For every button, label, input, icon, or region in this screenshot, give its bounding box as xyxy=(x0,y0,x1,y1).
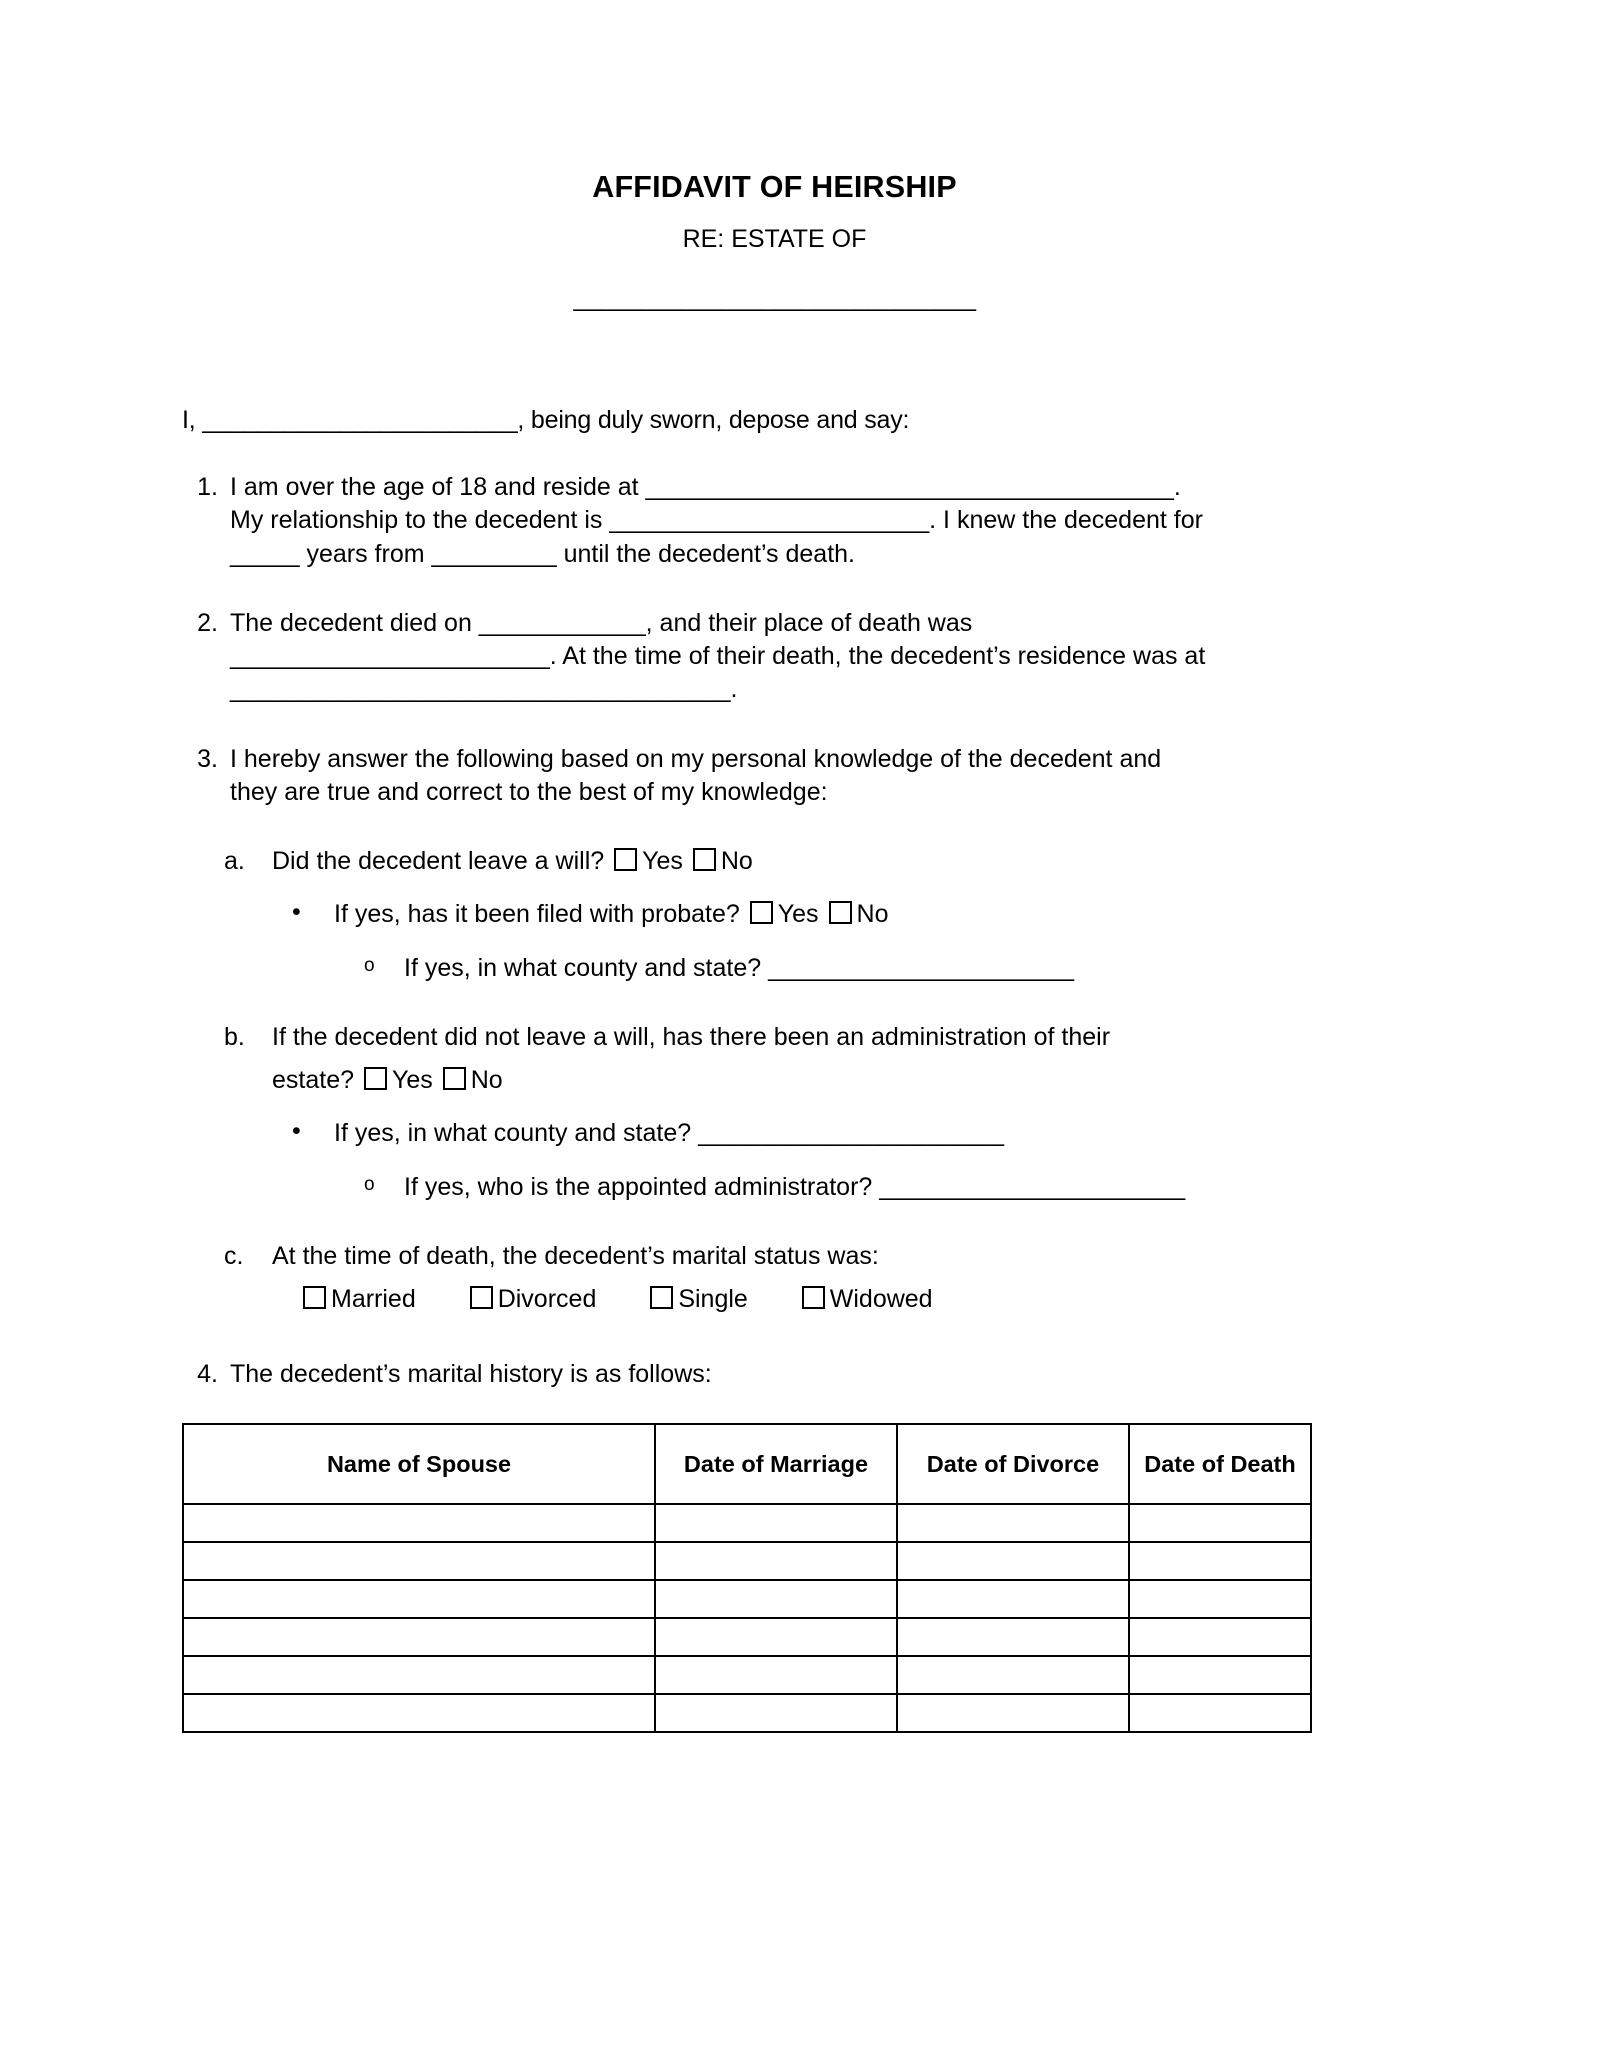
table-row xyxy=(183,1656,1311,1694)
married-checkbox[interactable] xyxy=(303,1286,326,1309)
question-b xyxy=(182,1021,1367,1098)
administration-county-state-field[interactable]: If yes, in what county and state? ______________________ xyxy=(334,1119,1004,1148)
probate-yes-checkbox[interactable] xyxy=(750,901,773,924)
marital-history-table xyxy=(182,1423,1312,1733)
question-b-line-1: If the decedent did not leave a will, has there been an administration of their xyxy=(272,1022,1111,1051)
divorced-label: Divorced xyxy=(497,1285,597,1313)
item-4-marker: 4. xyxy=(197,1360,218,1388)
document-subtitle: RE: ESTATE OF xyxy=(682,225,867,253)
item-1-marker: 1. xyxy=(197,473,218,501)
question-b-bullet xyxy=(182,1117,1367,1150)
cell-date-of-marriage[interactable] xyxy=(655,1504,897,1542)
widowed-checkbox[interactable] xyxy=(802,1286,825,1309)
administration-no-label: No xyxy=(470,1066,503,1094)
question-a-text: Did the decedent leave a will? xyxy=(272,847,605,875)
item-2-line-2[interactable]: _______________________. At the time of their death, the decedent’s residence was at xyxy=(230,642,1206,670)
married-label: Married xyxy=(331,1285,416,1313)
question-a-subbullet xyxy=(182,952,1367,985)
item-4-line-1: The decedent’s marital history is as follows: xyxy=(230,1360,712,1388)
question-c-text: At the time of death, the decedent’s marital status was: xyxy=(272,1241,879,1270)
question-a-marker: a. xyxy=(224,847,245,875)
numbered-list xyxy=(182,471,1367,809)
column-header-date-of-death: Date of Death xyxy=(1129,1424,1311,1504)
cell-date-of-death[interactable] xyxy=(1129,1580,1311,1618)
cell-date-of-divorce[interactable] xyxy=(897,1618,1129,1656)
cell-date-of-marriage[interactable] xyxy=(655,1694,897,1732)
item-2-line-1[interactable]: The decedent died on ____________, and their place of death was xyxy=(230,608,973,637)
marital-status-widowed[interactable] xyxy=(799,1285,933,1314)
list-item-3 xyxy=(182,743,1367,810)
question-c xyxy=(182,1240,1367,1273)
single-label: Single xyxy=(678,1285,748,1313)
marital-status-married[interactable] xyxy=(300,1285,416,1314)
cell-date-of-marriage[interactable] xyxy=(655,1542,897,1580)
bullet-icon: • xyxy=(292,1117,301,1146)
single-checkbox[interactable] xyxy=(650,1286,673,1309)
question-a-bullet xyxy=(182,898,1367,931)
sworn-statement[interactable]: I, _______________________, being duly sworn, depose and say: xyxy=(182,406,910,434)
item-1-line-3[interactable]: _____ years from _________ until the decedent’s death. xyxy=(230,539,855,568)
document-body xyxy=(182,170,1367,1733)
divorced-checkbox[interactable] xyxy=(470,1286,493,1309)
list-item-4 xyxy=(182,1358,1367,1391)
cell-date-of-divorce[interactable] xyxy=(897,1694,1129,1732)
column-header-name-of-spouse: Name of Spouse xyxy=(183,1424,655,1504)
cell-date-of-death[interactable] xyxy=(1129,1618,1311,1656)
question-b-line-2-prefix: estate? xyxy=(272,1066,355,1094)
administration-no-checkbox[interactable] xyxy=(443,1067,466,1090)
table-row xyxy=(183,1504,1311,1542)
table-row xyxy=(183,1542,1311,1580)
question-c-marker: c. xyxy=(224,1241,244,1270)
estate-name-blank[interactable]: ______________________________ xyxy=(573,284,976,312)
cell-date-of-divorce[interactable] xyxy=(897,1656,1129,1694)
item-1-line-2[interactable]: My relationship to the decedent is _______________________. I knew the decedent for xyxy=(230,506,1203,535)
widowed-label: Widowed xyxy=(829,1285,933,1313)
cell-date-of-marriage[interactable] xyxy=(655,1580,897,1618)
list-item-2 xyxy=(182,607,1367,707)
circle-bullet-icon: o xyxy=(364,954,375,976)
cell-name-of-spouse[interactable] xyxy=(183,1542,655,1580)
appointed-administrator-field[interactable]: If yes, who is the appointed administrator? ______________________ xyxy=(404,1172,1186,1201)
item-1-line-1[interactable]: I am over the age of 18 and reside at ______________________________________. xyxy=(230,473,1181,501)
probate-county-state-field[interactable]: If yes, in what county and state? ______________________ xyxy=(404,953,1074,982)
question-a-no-checkbox[interactable] xyxy=(693,848,716,871)
cell-name-of-spouse[interactable] xyxy=(183,1656,655,1694)
cell-date-of-divorce[interactable] xyxy=(897,1504,1129,1542)
administration-yes-label: Yes xyxy=(391,1066,433,1094)
marital-status-divorced[interactable] xyxy=(467,1285,597,1314)
probate-yes-label: Yes xyxy=(777,900,819,929)
question-a-no-label: No xyxy=(720,847,753,875)
item-3-line-1: I hereby answer the following based on my personal knowledge of the decedent and xyxy=(230,744,1162,773)
administration-yes-checkbox[interactable] xyxy=(364,1067,387,1090)
cell-date-of-divorce[interactable] xyxy=(897,1542,1129,1580)
column-header-date-of-divorce: Date of Divorce xyxy=(897,1424,1129,1504)
cell-date-of-marriage[interactable] xyxy=(655,1618,897,1656)
question-a-bullet-text: If yes, has it been filed with probate? xyxy=(334,900,740,929)
question-a xyxy=(182,845,1367,878)
item-2-line-3[interactable]: ____________________________________. xyxy=(230,675,738,704)
item-2-marker: 2. xyxy=(197,608,218,637)
cell-date-of-death[interactable] xyxy=(1129,1694,1311,1732)
cell-date-of-divorce[interactable] xyxy=(897,1580,1129,1618)
cell-name-of-spouse[interactable] xyxy=(183,1504,655,1542)
probate-no-label: No xyxy=(856,900,889,929)
cell-name-of-spouse[interactable] xyxy=(183,1618,655,1656)
cell-date-of-death[interactable] xyxy=(1129,1504,1311,1542)
bullet-icon: • xyxy=(292,898,301,927)
cell-date-of-death[interactable] xyxy=(1129,1656,1311,1694)
cell-date-of-death[interactable] xyxy=(1129,1542,1311,1580)
column-header-date-of-marriage: Date of Marriage xyxy=(655,1424,897,1504)
table-header-row xyxy=(183,1424,1311,1504)
question-b-subbullet xyxy=(182,1171,1367,1204)
probate-no-checkbox[interactable] xyxy=(829,901,852,924)
question-a-yes-checkbox[interactable] xyxy=(614,848,637,871)
cell-name-of-spouse[interactable] xyxy=(183,1580,655,1618)
question-b-marker: b. xyxy=(224,1022,245,1051)
table-row xyxy=(183,1618,1311,1656)
cell-name-of-spouse[interactable] xyxy=(183,1694,655,1732)
item-3-marker: 3. xyxy=(197,744,218,773)
table-row xyxy=(183,1580,1311,1618)
table-row xyxy=(183,1694,1311,1732)
item-3-line-2: they are true and correct to the best of my knowledge: xyxy=(230,777,828,806)
cell-date-of-marriage[interactable] xyxy=(655,1656,897,1694)
marital-status-single[interactable] xyxy=(647,1285,748,1314)
page-title: AFFIDAVIT OF HEIRSHIP xyxy=(592,170,957,204)
circle-bullet-icon: o xyxy=(364,1173,375,1195)
question-a-yes-label: Yes xyxy=(642,847,683,875)
list-item-1 xyxy=(182,471,1367,571)
marital-status-options xyxy=(182,1285,1367,1314)
